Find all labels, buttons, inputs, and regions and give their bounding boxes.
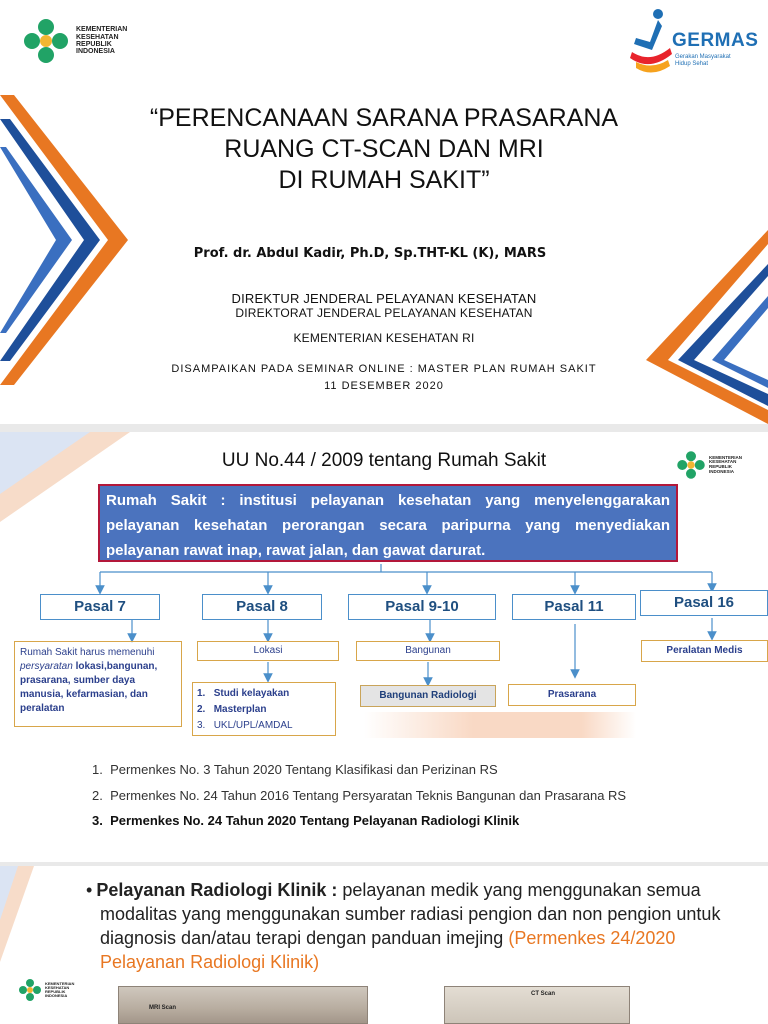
author-name: Prof. dr. Abdul Kadir, Ph.D, Sp.THT-KL (K), MARS xyxy=(193,246,547,261)
hospital-definition-box: Rumah Sakit : institusi pelayanan kesehatan yang menyelenggarakan pelayanan kesehatan perorangan secara paripurna yang menyediakan pelayanan rawat inap, rawat jalan, dan gawat darurat. xyxy=(98,484,678,562)
peralatan-medis-box: Peralatan Medis xyxy=(641,640,768,662)
bangunan-box: Bangunan xyxy=(356,641,500,661)
slide-title: UU No.44 / 2009 tentang Rumah Sakit xyxy=(221,450,547,471)
position-title: DIREKTUR JENDERAL PELAYANAN KESEHATAN xyxy=(231,291,537,306)
directorate-name: DIREKTORAT JENDERAL PELAYANAN KESEHATAN xyxy=(235,306,533,320)
germas-figure-icon xyxy=(628,8,674,76)
regulation-item: 2. Permenkes No. 24 Tahun 2016 Tentang Persyaratan Teknis Bangunan dan Prasarana RS xyxy=(92,788,627,803)
kemenkes-emblem-icon xyxy=(22,18,70,64)
regulation-item: 3. Permenkes No. 24 Tahun 2020 Tentang Pelayanan Radiologi Klinik xyxy=(92,813,520,828)
pasal-16-box: Pasal 16 xyxy=(640,590,768,616)
bangunan-radiologi-box: Bangunan Radiologi xyxy=(360,685,496,707)
presentation-title: “PERENCANAAN SARANA PRASARANA RUANG CT-SCAN DAN MRI DI RUMAH SAKIT” xyxy=(149,104,619,194)
prasarana-box: Prasarana xyxy=(508,684,636,706)
institution-name: KEMENTERIAN KESEHATAN RI xyxy=(293,331,475,345)
radiology-definition: • Pelayanan Radiologi Klinik : pelayanan medik yang menggunakan semua modalitas yang menggunakan sumber radiasi pengion dan non pengion untuk diagnosis dan/atau terapi dengan panduan imejing (Permenkes 24/2020 Pelayanan Radiologi Klinik) xyxy=(86,880,721,972)
kemenkes-logo-small xyxy=(18,978,74,1002)
pasal-8-box: Pasal 8 xyxy=(202,594,322,620)
hospital-requirements-box: Rumah Sakit harus memenuhi persyaratan lokasi,bangunan, prasarana, sumber daya manusia, kefarmasian, dan peralatan xyxy=(14,641,182,727)
kemenkes-logo xyxy=(22,18,127,64)
law-overview-slide xyxy=(0,432,768,862)
event-description: DISAMPAIKAN PADA SEMINAR ONLINE : MASTER PLAN RUMAH SAKIT xyxy=(171,363,597,375)
germas-logo xyxy=(628,8,759,80)
lokasi-box: Lokasi xyxy=(197,641,339,661)
regulation-item: 1. Permenkes No. 3 Tahun 2020 Tentang Klasifikasi dan Perizinan RS xyxy=(92,762,498,777)
highlight-band xyxy=(364,712,636,738)
pasal-9-10-box: Pasal 9-10 xyxy=(348,594,496,620)
ct-scan-photo: CT Scan xyxy=(444,986,630,1024)
kemenkes-wordmark: KEMENTERIAN KESEHATAN REPUBLIK INDONESIA xyxy=(709,454,743,474)
germas-wordmark: GERMAS xyxy=(672,30,759,51)
pasal-11-box: Pasal 11 xyxy=(512,594,636,620)
source-citation: (Permenkes 24/2020 Pelayanan Radiologi Klinik) xyxy=(100,928,676,972)
title-slide xyxy=(0,0,768,424)
pasal-7-box: Pasal 7 xyxy=(40,594,160,620)
lokasi-requirements-list: 1. Studi kelayakan 2. Masterplan 3. UKL/UPL/AMDAL xyxy=(192,682,336,736)
kemenkes-emblem-icon xyxy=(18,978,42,1002)
corner-stripe-decoration xyxy=(0,866,100,976)
mri-scan-photo: MRI Scan xyxy=(118,986,368,1024)
kemenkes-wordmark: KEMENTERIAN KESEHATAN REPUBLIK INDONESIA xyxy=(76,26,128,56)
germas-tagline: Gerakan Masyarakat Hidup Sehat xyxy=(675,54,731,67)
radiology-definition-slide xyxy=(0,866,768,1024)
event-date: 11 DESEMBER 2020 xyxy=(324,380,444,392)
kemenkes-wordmark: KEMENTERIAN KESEHATAN REPUBLIK INDONESIA xyxy=(45,980,75,999)
